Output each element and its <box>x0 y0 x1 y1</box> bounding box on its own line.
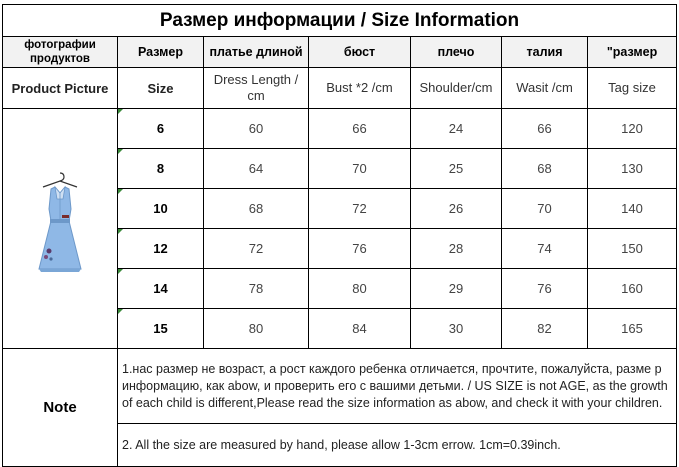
tag-cell: 140 <box>588 189 677 229</box>
length-cell: 64 <box>204 149 309 189</box>
header-bust-ru: бюст <box>309 37 411 68</box>
note-text-1: 1.нас размер не возраст, а рост каждого ребенка отличается, прочтите, пожалуйста, разме р информацию, как abow, и проверить его с вашими детьми. / US SIZE is not AGE, as the growth of each child is different,Please read the size information as abow, and check it with your children. <box>118 349 677 424</box>
note-row <box>3 349 677 424</box>
table-title: Размер информации / Size Information <box>3 5 677 37</box>
bust-cell: 70 <box>309 149 411 189</box>
header-waist-en: Wasit /cm <box>502 68 588 109</box>
bust-cell: 80 <box>309 269 411 309</box>
tag-cell: 130 <box>588 149 677 189</box>
header-tag-ru: "размер <box>588 37 677 68</box>
note-label: Note <box>3 349 118 467</box>
header-length-en: Dress Length / cm <box>204 68 309 109</box>
dress-icon <box>25 169 95 289</box>
note-text-2: 2. All the size are measured by hand, please allow 1-3cm errow. 1cm=0.39inch. <box>118 424 677 467</box>
shoulder-cell: 28 <box>411 229 502 269</box>
header-tag-en: Tag size <box>588 68 677 109</box>
size-cell: 10 <box>118 189 204 229</box>
waist-cell: 68 <box>502 149 588 189</box>
waist-cell: 66 <box>502 109 588 149</box>
tag-cell: 165 <box>588 309 677 349</box>
length-cell: 72 <box>204 229 309 269</box>
shoulder-cell: 26 <box>411 189 502 229</box>
waist-cell: 74 <box>502 229 588 269</box>
size-cell: 12 <box>118 229 204 269</box>
length-cell: 68 <box>204 189 309 229</box>
table-row <box>3 109 677 149</box>
header-row-ru <box>3 37 677 68</box>
length-cell: 60 <box>204 109 309 149</box>
shoulder-cell: 30 <box>411 309 502 349</box>
waist-cell: 70 <box>502 189 588 229</box>
bust-cell: 66 <box>309 109 411 149</box>
size-cell: 8 <box>118 149 204 189</box>
header-shoulder-en: Shoulder/cm <box>411 68 502 109</box>
size-cell: 14 <box>118 269 204 309</box>
waist-cell: 76 <box>502 269 588 309</box>
header-bust-en: Bust *2 /cm <box>309 68 411 109</box>
header-size-ru: Размер <box>118 37 204 68</box>
header-photo-en: Product Picture <box>3 68 118 109</box>
shoulder-cell: 24 <box>411 109 502 149</box>
bust-cell: 72 <box>309 189 411 229</box>
size-table <box>2 4 677 467</box>
header-size-en: Size <box>118 68 204 109</box>
bust-cell: 76 <box>309 229 411 269</box>
tag-cell: 150 <box>588 229 677 269</box>
shoulder-cell: 29 <box>411 269 502 309</box>
length-cell: 78 <box>204 269 309 309</box>
header-waist-ru: талия <box>502 37 588 68</box>
size-cell: 15 <box>118 309 204 349</box>
length-cell: 80 <box>204 309 309 349</box>
product-picture <box>3 109 118 349</box>
header-shoulder-ru: плечо <box>411 37 502 68</box>
waist-cell: 82 <box>502 309 588 349</box>
header-length-ru: платье длиной <box>204 37 309 68</box>
tag-cell: 160 <box>588 269 677 309</box>
header-row-en <box>3 68 677 109</box>
header-photo-ru: фотографии продуктов <box>3 37 118 68</box>
tag-cell: 120 <box>588 109 677 149</box>
size-cell: 6 <box>118 109 204 149</box>
bust-cell: 84 <box>309 309 411 349</box>
shoulder-cell: 25 <box>411 149 502 189</box>
